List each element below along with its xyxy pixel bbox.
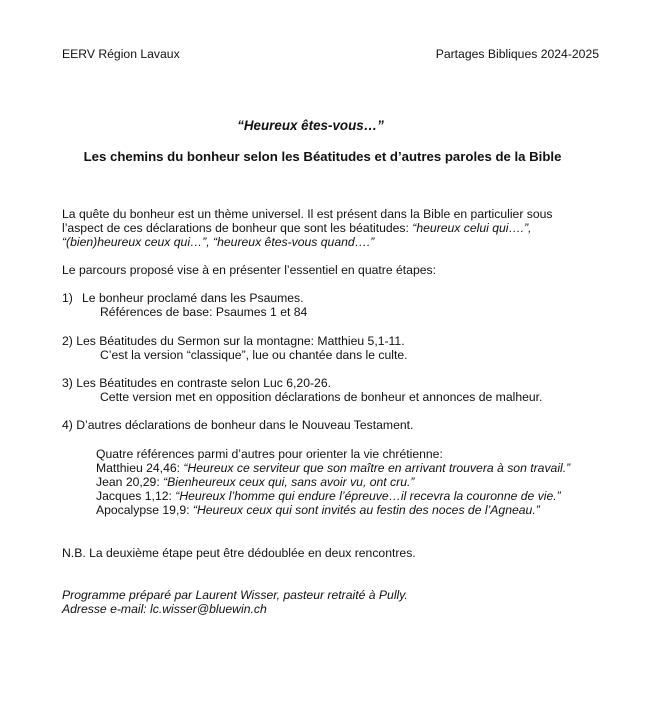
intro-line-2: [62, 221, 532, 235]
nota-bene: N.B. La deuxième étape peut être dédoublée en deux rencontres.: [62, 546, 416, 560]
intro-line-3: “(bien)heureux ceux qui…”, “heureux êtes-vous quand….”: [62, 235, 375, 249]
step-3: [62, 376, 331, 390]
step-2-text: Les Béatitudes du Sermon sur la montagne: Matthieu 5,1-11.: [76, 334, 405, 348]
step-2: [62, 334, 405, 348]
reference-quote: “Bienheureux ceux qui, sans avoir vu, ont cru.”: [163, 475, 415, 489]
intro-line-2-quote: “heureux celui qui….”,: [412, 221, 532, 235]
step-3-detail: Cette version met en opposition déclarations de bonheur et annonces de malheur.: [100, 390, 543, 404]
step-2-number: 2): [62, 334, 73, 348]
step-1-number: 1): [62, 291, 73, 305]
reference-citation: Jean 20,29:: [96, 475, 164, 489]
document-title: “Heureux êtes-vous…”: [237, 118, 384, 133]
step-3-number: 3): [62, 376, 73, 390]
step-2-detail: C’est la version “classique”, lue ou chantée dans le culte.: [100, 348, 408, 362]
step-4-number: 4): [62, 418, 73, 432]
intro-line-2-text: l’aspect de ces déclarations de bonheur que sont les béatitudes:: [62, 221, 413, 235]
footer-author: Programme préparé par Laurent Wisser, pasteur retraité à Pully.: [62, 588, 408, 602]
footer-email: Adresse e-mail: lc.wisser@bluewin.ch: [62, 602, 267, 616]
reference-quote: “Heureux ce serviteur que son maître en arrivant trouvera à son travail.”: [183, 461, 571, 475]
step-4-text: D’autres déclarations de bonheur dans le Nouveau Testament.: [76, 418, 414, 432]
reference-citation: Apocalypse 19,9:: [96, 503, 193, 517]
step-4: [62, 418, 413, 432]
header-program: Partages Bibliques 2024-2025: [435, 47, 599, 61]
document-subtitle: Les chemins du bonheur selon les Béatitudes et d’autres paroles de la Bible: [83, 149, 562, 164]
reference-citation: Matthieu 24,46:: [96, 461, 184, 475]
step-1: [62, 291, 304, 305]
reference-item: [96, 503, 540, 517]
header-organization: EERV Région Lavaux: [62, 47, 180, 61]
reference-item: [96, 475, 414, 489]
reference-citation: Jacques 1,12:: [96, 489, 176, 503]
parcours-text: Le parcours proposé vise à en présenter l’essentiel en quatre étapes:: [62, 263, 436, 277]
reference-quote: “Heureux l’homme qui endure l’épreuve…il recevra la couronne de vie.”: [175, 489, 561, 503]
step-3-text: Les Béatitudes en contraste selon Luc 6,20-26.: [76, 376, 331, 390]
reference-item: [96, 489, 561, 503]
intro-line-1: La quête du bonheur est un thème universel. Il est présent dans la Bible en particulier sous: [62, 207, 553, 221]
step-1-text: Le bonheur proclamé dans les Psaumes.: [82, 291, 304, 305]
reference-item: [96, 461, 570, 475]
step-1-detail: Références de base: Psaumes 1 et 84: [100, 305, 308, 319]
references-intro: Quatre références parmi d’autres pour orienter la vie chrétienne:: [96, 447, 443, 461]
reference-quote: “Heureux ceux qui sont invités au festin des noces de l’Agneau.”: [192, 503, 540, 517]
